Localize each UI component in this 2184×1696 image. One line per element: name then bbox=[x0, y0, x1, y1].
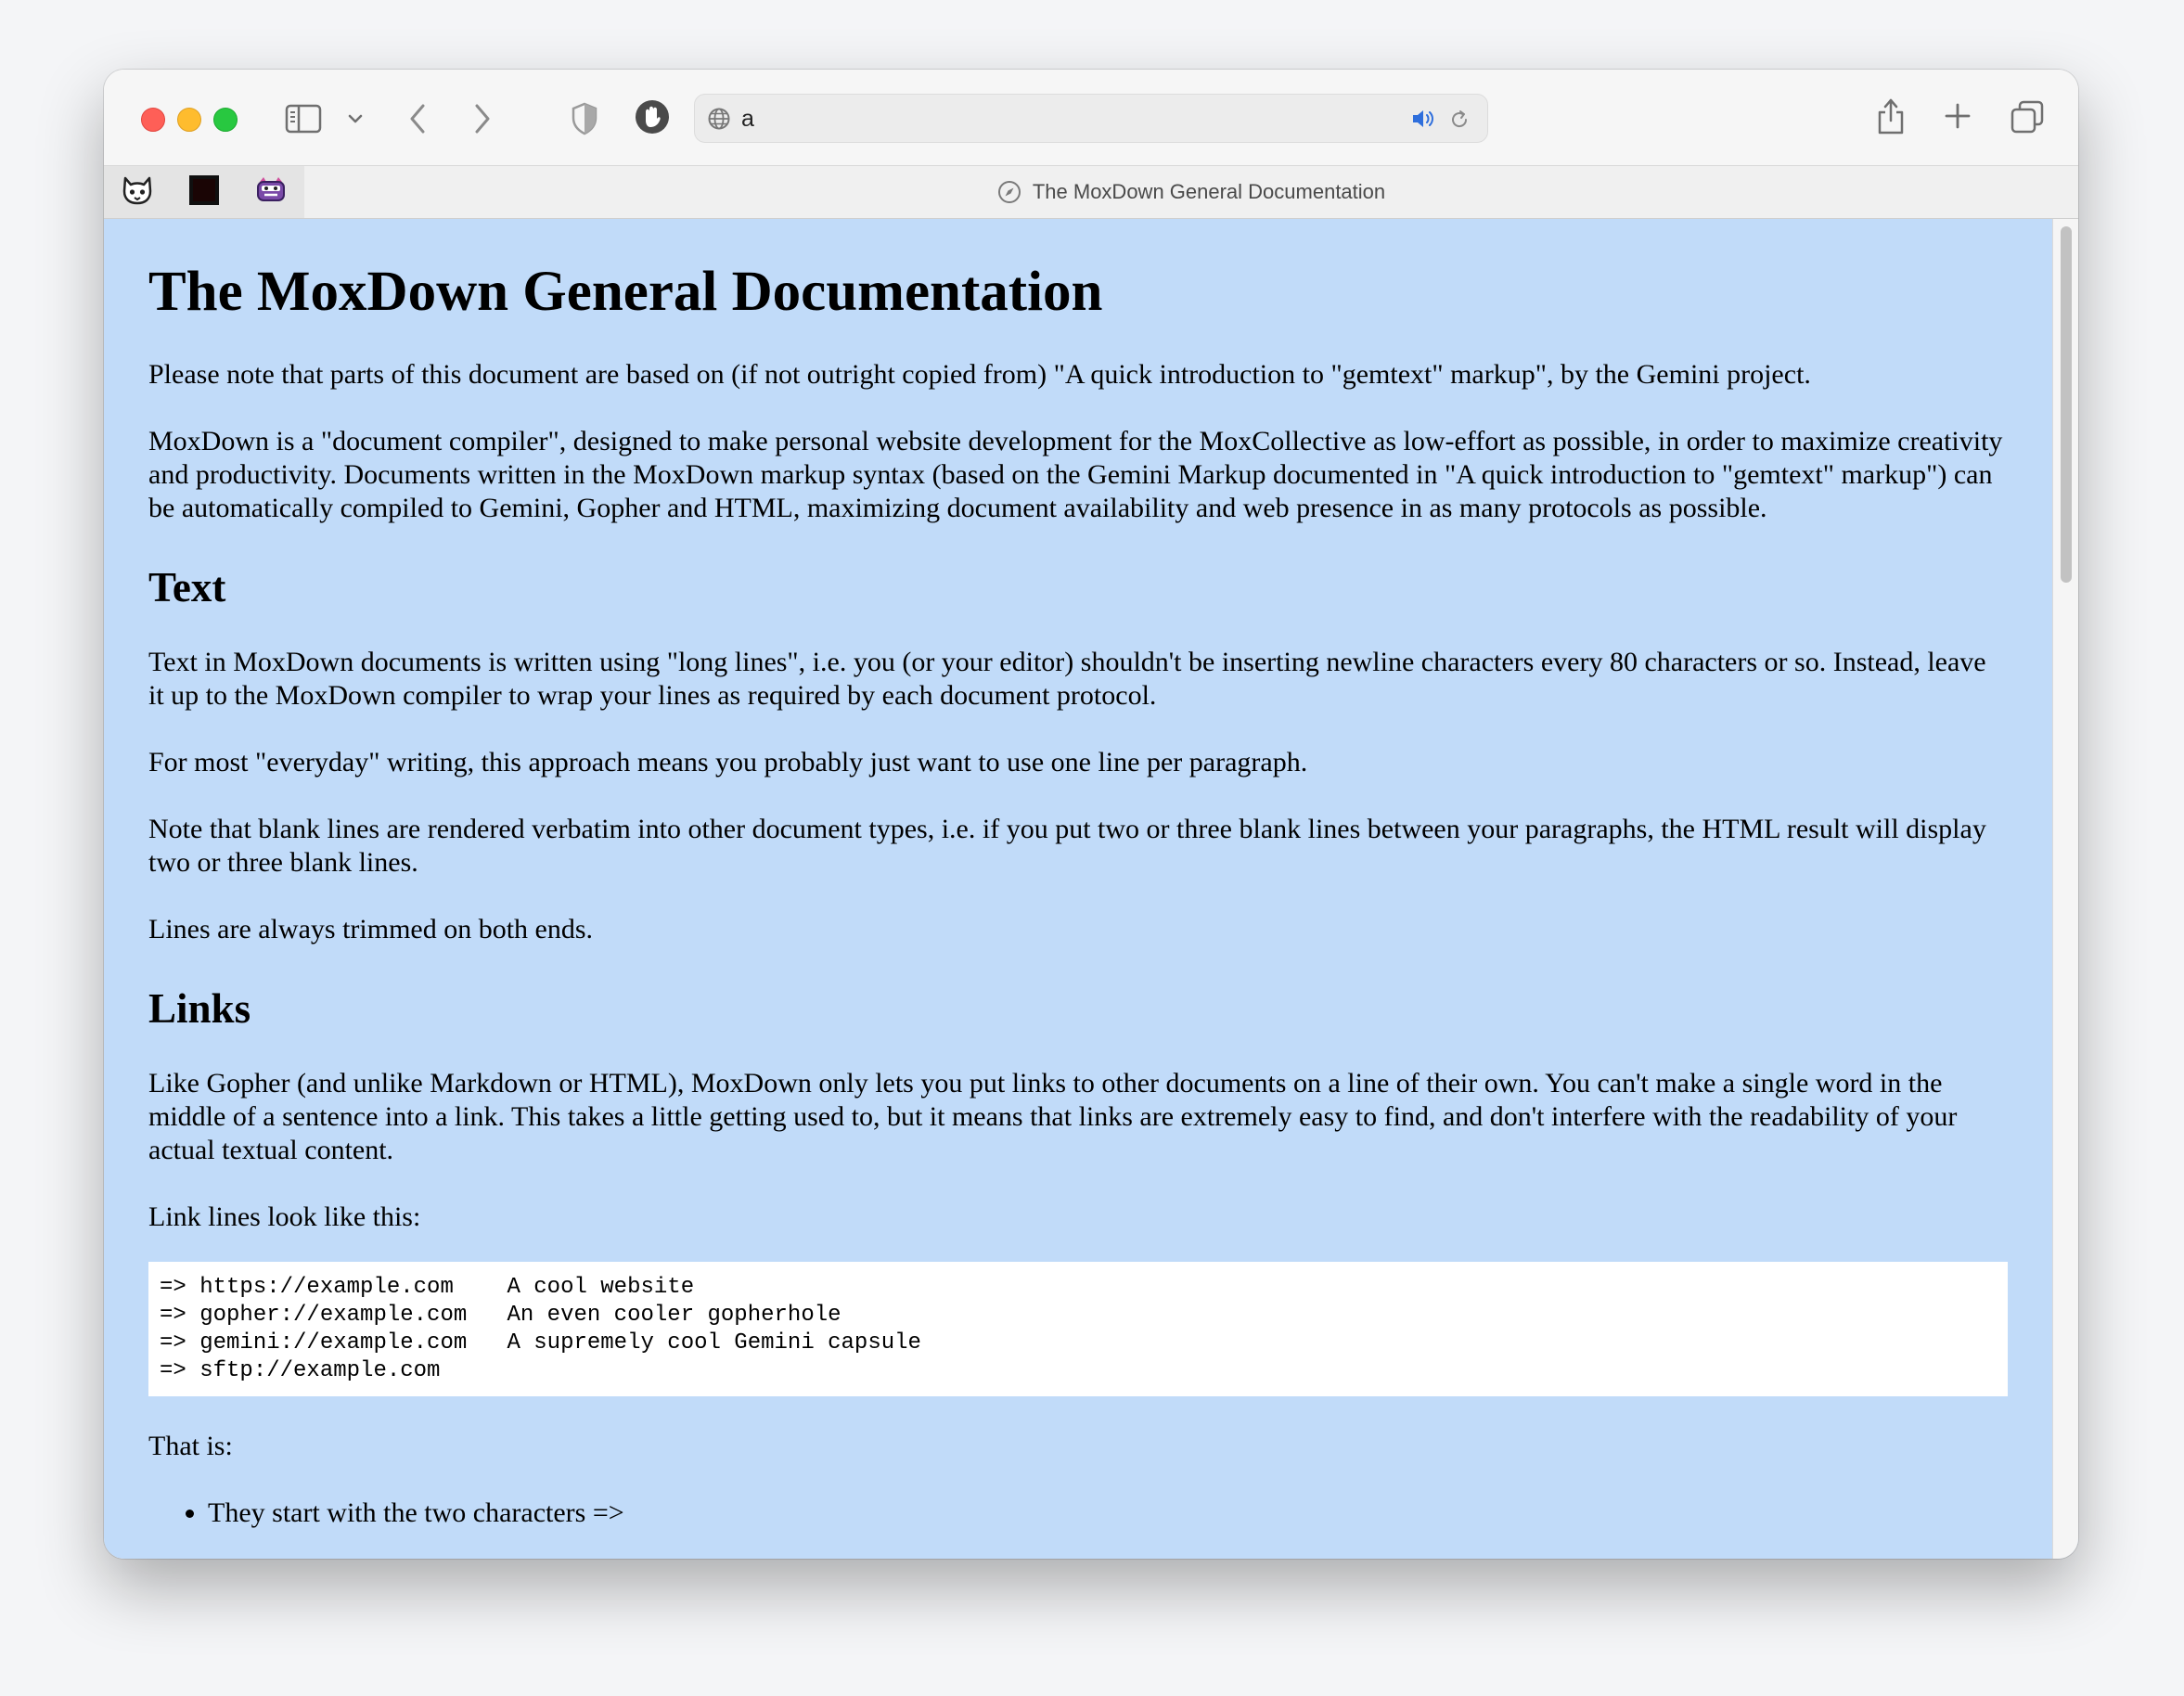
browser-window bbox=[104, 70, 2078, 1559]
extension-icon[interactable] bbox=[631, 96, 674, 138]
globe-icon bbox=[706, 106, 732, 132]
speaker-icon[interactable] bbox=[1409, 107, 1437, 131]
pinned-tab-2[interactable] bbox=[171, 166, 238, 218]
address-bar[interactable] bbox=[694, 94, 1488, 143]
black-square-icon bbox=[189, 175, 219, 210]
browser-toolbar bbox=[104, 70, 2078, 165]
forward-arrow-icon[interactable] bbox=[466, 98, 499, 139]
text-heading: Text bbox=[148, 564, 226, 610]
tabs-overview-icon[interactable] bbox=[2008, 97, 2047, 136]
text-paragraph-4: Lines are always trimmed on both ends. bbox=[148, 914, 594, 944]
list-item: • They start with the two characters => bbox=[208, 1497, 2008, 1530]
page-title: The MoxDown General Documentation bbox=[148, 261, 1103, 323]
vertical-scrollbar[interactable] bbox=[2052, 219, 2078, 1559]
links-paragraph-1: Like Gopher (and unlike Markdown or HTML), MoxDown only lets you put links to other documents on a line of their own. You can't make a single word in the middle of a sentence into a link. This takes a little getting used to, but it means that links are extremely easy to find, and don't interfere with the readability of your actual textual content. bbox=[148, 1068, 1958, 1165]
compass-icon bbox=[997, 180, 1021, 204]
address-text[interactable]: a bbox=[741, 106, 754, 132]
pinned-tab-3[interactable] bbox=[238, 166, 305, 218]
intro-note-paragraph: Please note that parts of this document are based on (if not outright copied from) "A quick introduction to "gemtext" markup", by the Gemini project. bbox=[148, 359, 1811, 390]
that-is-paragraph: That is: bbox=[148, 1431, 233, 1461]
code-block: => https://example.com A cool website => gopher://example.com An even cooler gopherhole => gemini://example.com A supremely cool Gemini capsule => sftp://example.com bbox=[148, 1262, 2008, 1396]
minimize-window-button[interactable] bbox=[177, 108, 201, 132]
intro-paragraph: MoxDown is a "document compiler", designed to make personal website development for the MoxCollective as low-effort as possible, in order to maximize creativity and productivity. Documents written in the MoxDown markup syntax (based on the Gemini Markup documented in "A quick introduction to "gemtext" markup") can be automatically compiled to Gemini, Gopher and HTML, maximizing document availability and web presence in as many protocols as possible. bbox=[148, 426, 2003, 523]
scrollbar-thumb[interactable] bbox=[2061, 226, 2072, 583]
reload-icon[interactable] bbox=[1446, 107, 1472, 133]
active-tab[interactable] bbox=[304, 166, 2078, 218]
text-paragraph-2: For most "everyday" writing, this approach means you probably just want to use one line per paragraph. bbox=[148, 747, 1308, 777]
text-paragraph-1: Text in MoxDown documents is written using "long lines", i.e. you (or your editor) shouldn't be inserting newline characters every 80 characters or so. Instead, leave it up to the MoxDown compiler to wrap your lines as required by each document protocol. bbox=[148, 647, 1986, 711]
tab-bar bbox=[104, 165, 2078, 219]
pinned-tab-1[interactable] bbox=[104, 166, 172, 218]
chevron-down-icon[interactable] bbox=[345, 109, 366, 129]
link-rules-list bbox=[148, 1497, 2008, 1530]
close-window-button[interactable] bbox=[141, 108, 165, 132]
cat-face-icon bbox=[121, 174, 154, 211]
page-content[interactable] bbox=[104, 219, 2078, 1559]
zoom-window-button[interactable] bbox=[213, 108, 238, 132]
links-paragraph-2: Link lines look like this: bbox=[148, 1201, 421, 1232]
share-icon[interactable] bbox=[1872, 93, 1909, 139]
document bbox=[148, 219, 2008, 1530]
links-heading: Links bbox=[148, 985, 251, 1032]
shield-icon[interactable] bbox=[566, 97, 603, 140]
back-arrow-icon[interactable] bbox=[401, 98, 434, 139]
plus-icon[interactable] bbox=[1939, 97, 1976, 135]
sidebar-toggle-icon[interactable] bbox=[283, 100, 324, 137]
text-paragraph-3: Note that blank lines are rendered verbatim into other document types, i.e. if you put two or three blank lines between your paragraphs, the HTML result will display two or three blank lines. bbox=[148, 814, 1986, 878]
tab-title: The MoxDown General Documentation bbox=[1032, 180, 1386, 203]
purple-creature-icon bbox=[254, 174, 288, 211]
